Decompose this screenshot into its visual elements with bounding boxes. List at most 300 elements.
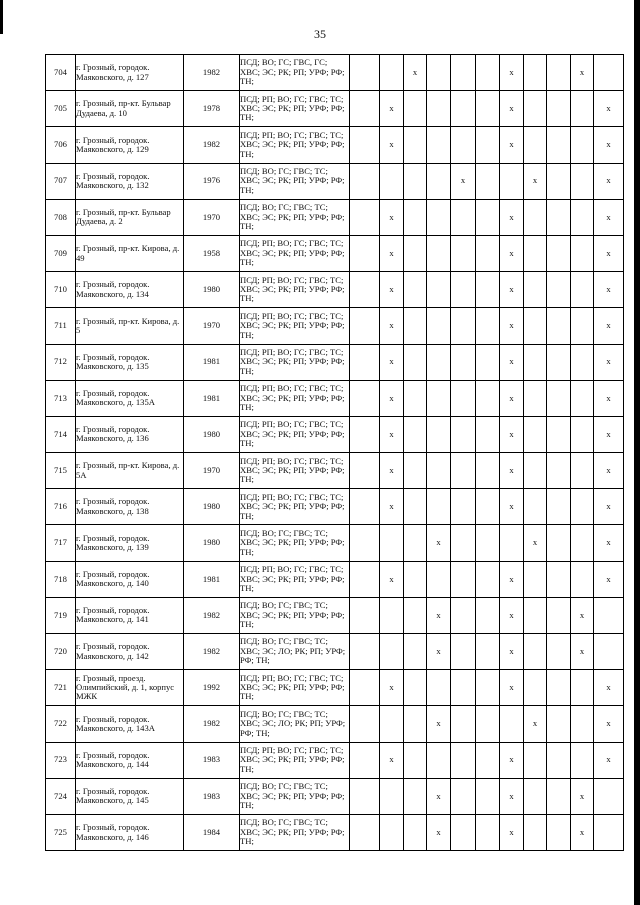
address-cell: г. Грозный, пр-кт. Кирова, д. 49 xyxy=(76,235,184,271)
mark-cell-empty xyxy=(451,308,476,344)
mark-cell-empty xyxy=(380,55,404,91)
mark-cell-empty xyxy=(547,561,571,597)
work-types-cell: ПСД; ВО; ГС; ГВС; ТС; ХВС; ЭС; РК; РП; УРФ; РФ; ТН; xyxy=(240,163,350,199)
mark-cell-empty xyxy=(571,670,594,706)
mark-cell-checked: x xyxy=(500,344,524,380)
mark-cell-empty xyxy=(451,670,476,706)
year-built-cell: 1982 xyxy=(184,706,240,742)
mark-cell-empty xyxy=(427,235,451,271)
mark-cell-checked: x xyxy=(500,597,524,633)
table-row xyxy=(46,670,624,706)
mark-cell-empty xyxy=(571,416,594,452)
mark-cell-checked: x xyxy=(380,742,404,778)
table-row xyxy=(46,742,624,778)
year-built-cell: 1976 xyxy=(184,163,240,199)
mark-cell-empty xyxy=(476,380,500,416)
address-cell: г. Грозный, пр-кт. Бульвар Дудаева, д. 10 xyxy=(76,91,184,127)
mark-cell-empty xyxy=(476,597,500,633)
mark-cell-empty xyxy=(547,235,571,271)
year-built-cell: 1980 xyxy=(184,416,240,452)
mark-cell-empty xyxy=(404,742,427,778)
year-built-cell: 1983 xyxy=(184,742,240,778)
right-scan-edge xyxy=(634,0,640,905)
table-row xyxy=(46,416,624,452)
work-types-cell: ПСД; РП; ВО; ГС; ГВС; ТС; ХВС; ЭС; РК; РП; УРФ; РФ; ТН; xyxy=(240,272,350,308)
mark-cell-checked: x xyxy=(380,453,404,489)
mark-cell-empty xyxy=(571,235,594,271)
table-row xyxy=(46,453,624,489)
mark-cell-checked: x xyxy=(380,670,404,706)
mark-cell-checked: x xyxy=(380,561,404,597)
mark-cell-empty xyxy=(451,235,476,271)
row-number: 713 xyxy=(46,380,76,416)
row-number: 710 xyxy=(46,272,76,308)
mark-cell-empty xyxy=(476,814,500,850)
mark-cell-checked: x xyxy=(500,670,524,706)
mark-cell-checked: x xyxy=(571,597,594,633)
row-number: 723 xyxy=(46,742,76,778)
year-built-cell: 1958 xyxy=(184,235,240,271)
row-number: 724 xyxy=(46,778,76,814)
mark-cell-checked: x xyxy=(451,163,476,199)
mark-cell-checked: x xyxy=(571,634,594,670)
address-cell: г. Грозный, городок. Маяковского, д. 129 xyxy=(76,127,184,163)
mark-cell-empty xyxy=(451,597,476,633)
mark-cell-checked: x xyxy=(524,706,547,742)
address-cell: г. Грозный, городок. Маяковского, д. 143А xyxy=(76,706,184,742)
mark-cell-checked: x xyxy=(500,235,524,271)
mark-cell-empty xyxy=(427,127,451,163)
mark-cell-empty xyxy=(380,163,404,199)
table-row xyxy=(46,91,624,127)
mark-cell-checked: x xyxy=(500,561,524,597)
mark-cell-empty xyxy=(524,670,547,706)
mark-cell-empty xyxy=(524,91,547,127)
mark-cell-checked: x xyxy=(594,489,624,525)
mark-cell-empty xyxy=(571,561,594,597)
mark-cell-empty xyxy=(427,670,451,706)
mark-cell-empty xyxy=(350,272,380,308)
address-cell: г. Грозный, городок. Маяковского, д. 144 xyxy=(76,742,184,778)
year-built-cell: 1970 xyxy=(184,199,240,235)
address-cell: г. Грозный, городок. Маяковского, д. 138 xyxy=(76,489,184,525)
address-cell: г. Грозный, городок. Маяковского, д. 132 xyxy=(76,163,184,199)
mark-cell-empty xyxy=(427,742,451,778)
mark-cell-empty xyxy=(380,706,404,742)
work-types-cell: ПСД; РП; ВО; ГС; ГВС; ТС; ХВС; ЭС; РК; РП; УРФ; РФ; ТН; xyxy=(240,91,350,127)
mark-cell-empty xyxy=(350,416,380,452)
mark-cell-empty xyxy=(404,344,427,380)
mark-cell-empty xyxy=(451,489,476,525)
mark-cell-empty xyxy=(571,308,594,344)
mark-cell-checked: x xyxy=(380,199,404,235)
mark-cell-checked: x xyxy=(427,597,451,633)
mark-cell-empty xyxy=(427,163,451,199)
mark-cell-checked: x xyxy=(500,199,524,235)
year-built-cell: 1980 xyxy=(184,272,240,308)
work-types-cell: ПСД; РП; ВО; ГС; ГВС; ТС; ХВС; ЭС; РК; РП; УРФ; РФ; ТН; xyxy=(240,561,350,597)
mark-cell-checked: x xyxy=(500,55,524,91)
address-cell: г. Грозный, городок. Маяковского, д. 141 xyxy=(76,597,184,633)
table-row xyxy=(46,235,624,271)
mark-cell-empty xyxy=(500,525,524,561)
mark-cell-empty xyxy=(404,453,427,489)
address-cell: г. Грозный, городок. Маяковского, д. 135 xyxy=(76,344,184,380)
mark-cell-empty xyxy=(524,416,547,452)
mark-cell-empty xyxy=(451,742,476,778)
mark-cell-empty xyxy=(476,127,500,163)
mark-cell-checked: x xyxy=(594,525,624,561)
mark-cell-checked: x xyxy=(594,235,624,271)
mark-cell-empty xyxy=(350,670,380,706)
row-number: 708 xyxy=(46,199,76,235)
mark-cell-empty xyxy=(451,344,476,380)
mark-cell-empty xyxy=(350,55,380,91)
mark-cell-checked: x xyxy=(427,706,451,742)
mark-cell-checked: x xyxy=(594,344,624,380)
year-built-cell: 1982 xyxy=(184,55,240,91)
table-row xyxy=(46,127,624,163)
mark-cell-checked: x xyxy=(500,453,524,489)
mark-cell-empty xyxy=(350,199,380,235)
mark-cell-empty xyxy=(547,91,571,127)
mark-cell-empty xyxy=(547,670,571,706)
address-cell: г. Грозный, городок. Маяковского, д. 140 xyxy=(76,561,184,597)
address-cell: г. Грозный, городок. Маяковского, д. 127 xyxy=(76,55,184,91)
mark-cell-empty xyxy=(524,272,547,308)
mark-cell-empty xyxy=(547,489,571,525)
mark-cell-empty xyxy=(594,634,624,670)
mark-cell-checked: x xyxy=(380,235,404,271)
work-types-cell: ПСД; РП; ВО; ГС; ГВС; ТС; ХВС; ЭС; РК; РП; УРФ; РФ; ТН; xyxy=(240,453,350,489)
mark-cell-empty xyxy=(524,561,547,597)
year-built-cell: 1983 xyxy=(184,778,240,814)
mark-cell-empty xyxy=(524,235,547,271)
mark-cell-empty xyxy=(476,706,500,742)
table-row xyxy=(46,55,624,91)
address-cell: г. Грозный, городок. Маяковского, д. 134 xyxy=(76,272,184,308)
mark-cell-checked: x xyxy=(594,163,624,199)
mark-cell-empty xyxy=(427,453,451,489)
mark-cell-empty xyxy=(571,272,594,308)
mark-cell-checked: x xyxy=(500,380,524,416)
mark-cell-empty xyxy=(476,670,500,706)
row-number: 704 xyxy=(46,55,76,91)
mark-cell-empty xyxy=(547,706,571,742)
mark-cell-empty xyxy=(524,489,547,525)
year-built-cell: 1981 xyxy=(184,380,240,416)
row-number: 722 xyxy=(46,706,76,742)
work-types-cell: ПСД; ВО; ГС; ГВС; ТС; ХВС; ЭС; ЛО; РК; РП; УРФ; РФ; ТН; xyxy=(240,634,350,670)
mark-cell-empty xyxy=(476,308,500,344)
mark-cell-empty xyxy=(404,489,427,525)
mark-cell-empty xyxy=(451,199,476,235)
table-row xyxy=(46,561,624,597)
mark-cell-empty xyxy=(476,91,500,127)
mark-cell-checked: x xyxy=(380,91,404,127)
mark-cell-checked: x xyxy=(500,742,524,778)
year-built-cell: 1984 xyxy=(184,814,240,850)
mark-cell-checked: x xyxy=(500,489,524,525)
work-types-cell: ПСД; РП; ВО; ГС; ГВС; ТС; ХВС; ЭС; РК; РП; УРФ; РФ; ТН; xyxy=(240,235,350,271)
mark-cell-empty xyxy=(500,163,524,199)
year-built-cell: 1982 xyxy=(184,634,240,670)
mark-cell-empty xyxy=(524,742,547,778)
table-row xyxy=(46,525,624,561)
mark-cell-empty xyxy=(547,272,571,308)
mark-cell-empty xyxy=(380,525,404,561)
mark-cell-checked: x xyxy=(427,525,451,561)
row-number: 705 xyxy=(46,91,76,127)
mark-cell-empty xyxy=(571,91,594,127)
row-number: 725 xyxy=(46,814,76,850)
mark-cell-empty xyxy=(547,416,571,452)
mark-cell-empty xyxy=(451,814,476,850)
address-cell: г. Грозный, городок. Маяковского, д. 145 xyxy=(76,778,184,814)
address-cell: г. Грозный, городок. Маяковского, д. 136 xyxy=(76,416,184,452)
address-cell: г. Грозный, пр-кт. Кирова, д. 5 xyxy=(76,308,184,344)
mark-cell-empty xyxy=(427,91,451,127)
mark-cell-empty xyxy=(524,344,547,380)
mark-cell-empty xyxy=(350,634,380,670)
work-types-cell: ПСД; РП; ВО; ГС; ГВС; ТС; ХВС; ЭС; РК; РП; УРФ; РФ; ТН; xyxy=(240,380,350,416)
mark-cell-checked: x xyxy=(594,380,624,416)
mark-cell-empty xyxy=(547,453,571,489)
table-row xyxy=(46,597,624,633)
mark-cell-checked: x xyxy=(500,634,524,670)
mark-cell-checked: x xyxy=(594,670,624,706)
mark-cell-empty xyxy=(451,272,476,308)
mark-cell-empty xyxy=(476,416,500,452)
row-number: 719 xyxy=(46,597,76,633)
mark-cell-empty xyxy=(524,55,547,91)
work-types-cell: ПСД; ВО; ГС; ГВС; ТС; ХВС; ЭС; РК; РП; УРФ; РФ; ТН; xyxy=(240,778,350,814)
mark-cell-empty xyxy=(476,778,500,814)
year-built-cell: 1970 xyxy=(184,453,240,489)
mark-cell-empty xyxy=(451,561,476,597)
year-built-cell: 1978 xyxy=(184,91,240,127)
mark-cell-checked: x xyxy=(427,814,451,850)
mark-cell-empty xyxy=(350,525,380,561)
mark-cell-empty xyxy=(524,597,547,633)
mark-cell-checked: x xyxy=(571,55,594,91)
mark-cell-empty xyxy=(476,272,500,308)
mark-cell-checked: x xyxy=(594,127,624,163)
mark-cell-empty xyxy=(571,127,594,163)
row-number: 717 xyxy=(46,525,76,561)
year-built-cell: 1982 xyxy=(184,127,240,163)
mark-cell-checked: x xyxy=(594,742,624,778)
mark-cell-empty xyxy=(427,199,451,235)
mark-cell-empty xyxy=(547,127,571,163)
mark-cell-empty xyxy=(476,742,500,778)
table-row xyxy=(46,489,624,525)
table-row xyxy=(46,814,624,850)
mark-cell-empty xyxy=(427,561,451,597)
mark-cell-empty xyxy=(451,706,476,742)
mark-cell-empty xyxy=(404,597,427,633)
mark-cell-empty xyxy=(547,199,571,235)
mark-cell-empty xyxy=(524,380,547,416)
mark-cell-empty xyxy=(380,778,404,814)
page-number: 35 xyxy=(314,27,326,41)
work-types-cell: ПСД; ВО; ГС; ГВС; ТС; ХВС; ЭС; РК; РП; УРФ; РФ; ТН; xyxy=(240,597,350,633)
mark-cell-empty xyxy=(571,380,594,416)
work-types-cell: ПСД; ВО; ГС; ГВС; ТС; ХВС; ЭС; РК; РП; УРФ; РФ; ТН; xyxy=(240,814,350,850)
mark-cell-checked: x xyxy=(380,308,404,344)
mark-cell-empty xyxy=(404,814,427,850)
mark-cell-empty xyxy=(547,163,571,199)
mark-cell-empty xyxy=(476,163,500,199)
table-row xyxy=(46,380,624,416)
address-cell: г. Грозный, городок. Маяковского, д. 146 xyxy=(76,814,184,850)
mark-cell-checked: x xyxy=(594,272,624,308)
mark-cell-checked: x xyxy=(500,272,524,308)
address-cell: г. Грозный, проезд. Олимпийский, д. 1, корпус МЖК xyxy=(76,670,184,706)
mark-cell-empty xyxy=(404,416,427,452)
work-types-cell: ПСД; ВО; ГС; ГВС; ТС; ХВС; ЭС; РК; РП; УРФ; РФ; ТН; xyxy=(240,199,350,235)
address-cell: г. Грозный, пр-кт. Бульвар Дудаева, д. 2 xyxy=(76,199,184,235)
mark-cell-empty xyxy=(350,380,380,416)
mark-cell-checked: x xyxy=(500,127,524,163)
mark-cell-empty xyxy=(547,597,571,633)
table-row xyxy=(46,272,624,308)
mark-cell-empty xyxy=(547,525,571,561)
mark-cell-checked: x xyxy=(594,416,624,452)
mark-cell-empty xyxy=(524,778,547,814)
mark-cell-checked: x xyxy=(380,380,404,416)
mark-cell-empty xyxy=(427,272,451,308)
mark-cell-empty xyxy=(451,416,476,452)
table-row xyxy=(46,199,624,235)
mark-cell-checked: x xyxy=(380,489,404,525)
mark-cell-empty xyxy=(451,453,476,489)
work-types-cell: ПСД; РП; ВО; ГС; ГВС; ТС; ХВС; ЭС; РК; РП; УРФ; РФ; ТН; xyxy=(240,416,350,452)
table-row xyxy=(46,778,624,814)
mark-cell-empty xyxy=(350,163,380,199)
mark-cell-empty xyxy=(350,489,380,525)
mark-cell-empty xyxy=(404,127,427,163)
row-number: 720 xyxy=(46,634,76,670)
mark-cell-empty xyxy=(350,597,380,633)
mark-cell-checked: x xyxy=(380,416,404,452)
mark-cell-empty xyxy=(451,55,476,91)
work-types-cell: ПСД; РП; ВО; ГС; ГВС; ТС; ХВС; ЭС; РК; РП; УРФ; РФ; ТН; xyxy=(240,742,350,778)
table-body xyxy=(46,55,624,851)
mark-cell-empty xyxy=(380,634,404,670)
mark-cell-checked: x xyxy=(380,344,404,380)
mark-cell-empty xyxy=(571,163,594,199)
work-types-cell: ПСД; ВО; ГС; ГВС; ТС; ХВС; ЭС; РК; РП; УРФ; РФ; ТН; xyxy=(240,525,350,561)
row-number: 707 xyxy=(46,163,76,199)
work-types-cell: ПСД; РП; ВО; ГС; ГВС; ТС; ХВС; ЭС; РК; РП; УРФ; РФ; ТН; xyxy=(240,308,350,344)
mark-cell-empty xyxy=(571,344,594,380)
mark-cell-checked: x xyxy=(594,561,624,597)
mark-cell-checked: x xyxy=(380,272,404,308)
mark-cell-checked: x xyxy=(594,91,624,127)
mark-cell-empty xyxy=(404,670,427,706)
mark-cell-checked: x xyxy=(427,634,451,670)
mark-cell-empty xyxy=(350,235,380,271)
mark-cell-checked: x xyxy=(380,127,404,163)
mark-cell-empty xyxy=(571,199,594,235)
mark-cell-empty xyxy=(427,489,451,525)
mark-cell-empty xyxy=(476,55,500,91)
mark-cell-empty xyxy=(524,127,547,163)
mark-cell-empty xyxy=(380,814,404,850)
work-types-cell: ПСД; РП; ВО; ГС; ГВС; ТС; ХВС; ЭС; РК; РП; УРФ; РФ; ТН; xyxy=(240,127,350,163)
mark-cell-empty xyxy=(404,634,427,670)
table-row xyxy=(46,634,624,670)
address-cell: г. Грозный, пр-кт. Кирова, д. 5А xyxy=(76,453,184,489)
mark-cell-empty xyxy=(404,272,427,308)
housing-register-table xyxy=(45,54,624,851)
row-number: 716 xyxy=(46,489,76,525)
mark-cell-empty xyxy=(476,199,500,235)
mark-cell-empty xyxy=(524,199,547,235)
mark-cell-empty xyxy=(350,453,380,489)
mark-cell-checked: x xyxy=(594,453,624,489)
mark-cell-checked: x xyxy=(524,525,547,561)
mark-cell-empty xyxy=(524,453,547,489)
table-row xyxy=(46,163,624,199)
year-built-cell: 1980 xyxy=(184,525,240,561)
mark-cell-empty xyxy=(571,489,594,525)
mark-cell-empty xyxy=(404,380,427,416)
mark-cell-empty xyxy=(524,634,547,670)
mark-cell-checked: x xyxy=(500,778,524,814)
mark-cell-checked: x xyxy=(524,163,547,199)
mark-cell-empty xyxy=(594,55,624,91)
work-types-cell: ПСД; РП; ВО; ГС; ГВС; ТС; ХВС; ЭС; РК; РП; УРФ; РФ; ТН; xyxy=(240,489,350,525)
mark-cell-empty xyxy=(380,597,404,633)
mark-cell-empty xyxy=(451,127,476,163)
mark-cell-checked: x xyxy=(571,814,594,850)
mark-cell-checked: x xyxy=(500,91,524,127)
mark-cell-empty xyxy=(451,380,476,416)
mark-cell-empty xyxy=(404,163,427,199)
mark-cell-empty xyxy=(451,634,476,670)
mark-cell-empty xyxy=(571,742,594,778)
mark-cell-empty xyxy=(476,344,500,380)
mark-cell-empty xyxy=(524,308,547,344)
mark-cell-empty xyxy=(571,525,594,561)
row-number: 706 xyxy=(46,127,76,163)
mark-cell-empty xyxy=(404,91,427,127)
mark-cell-empty xyxy=(404,199,427,235)
mark-cell-empty xyxy=(594,778,624,814)
mark-cell-empty xyxy=(404,308,427,344)
mark-cell-empty xyxy=(476,634,500,670)
year-built-cell: 1992 xyxy=(184,670,240,706)
mark-cell-empty xyxy=(427,416,451,452)
row-number: 715 xyxy=(46,453,76,489)
mark-cell-checked: x xyxy=(500,308,524,344)
work-types-cell: ПСД; ВО; ГС; ГВС; ТС; ХВС; ЭС; ЛО; РК; РП; УРФ; РФ; ТН; xyxy=(240,706,350,742)
mark-cell-checked: x xyxy=(571,778,594,814)
mark-cell-empty xyxy=(476,525,500,561)
row-number: 711 xyxy=(46,308,76,344)
work-types-cell: ПСД; РП; ВО; ГС; ГВС; ТС; ХВС; ЭС; РК; РП; УРФ; РФ; ТН; xyxy=(240,344,350,380)
mark-cell-empty xyxy=(427,308,451,344)
mark-cell-empty xyxy=(404,778,427,814)
mark-cell-empty xyxy=(547,55,571,91)
mark-cell-empty xyxy=(476,235,500,271)
mark-cell-empty xyxy=(404,235,427,271)
mark-cell-empty xyxy=(594,597,624,633)
mark-cell-empty xyxy=(571,453,594,489)
mark-cell-empty xyxy=(350,91,380,127)
